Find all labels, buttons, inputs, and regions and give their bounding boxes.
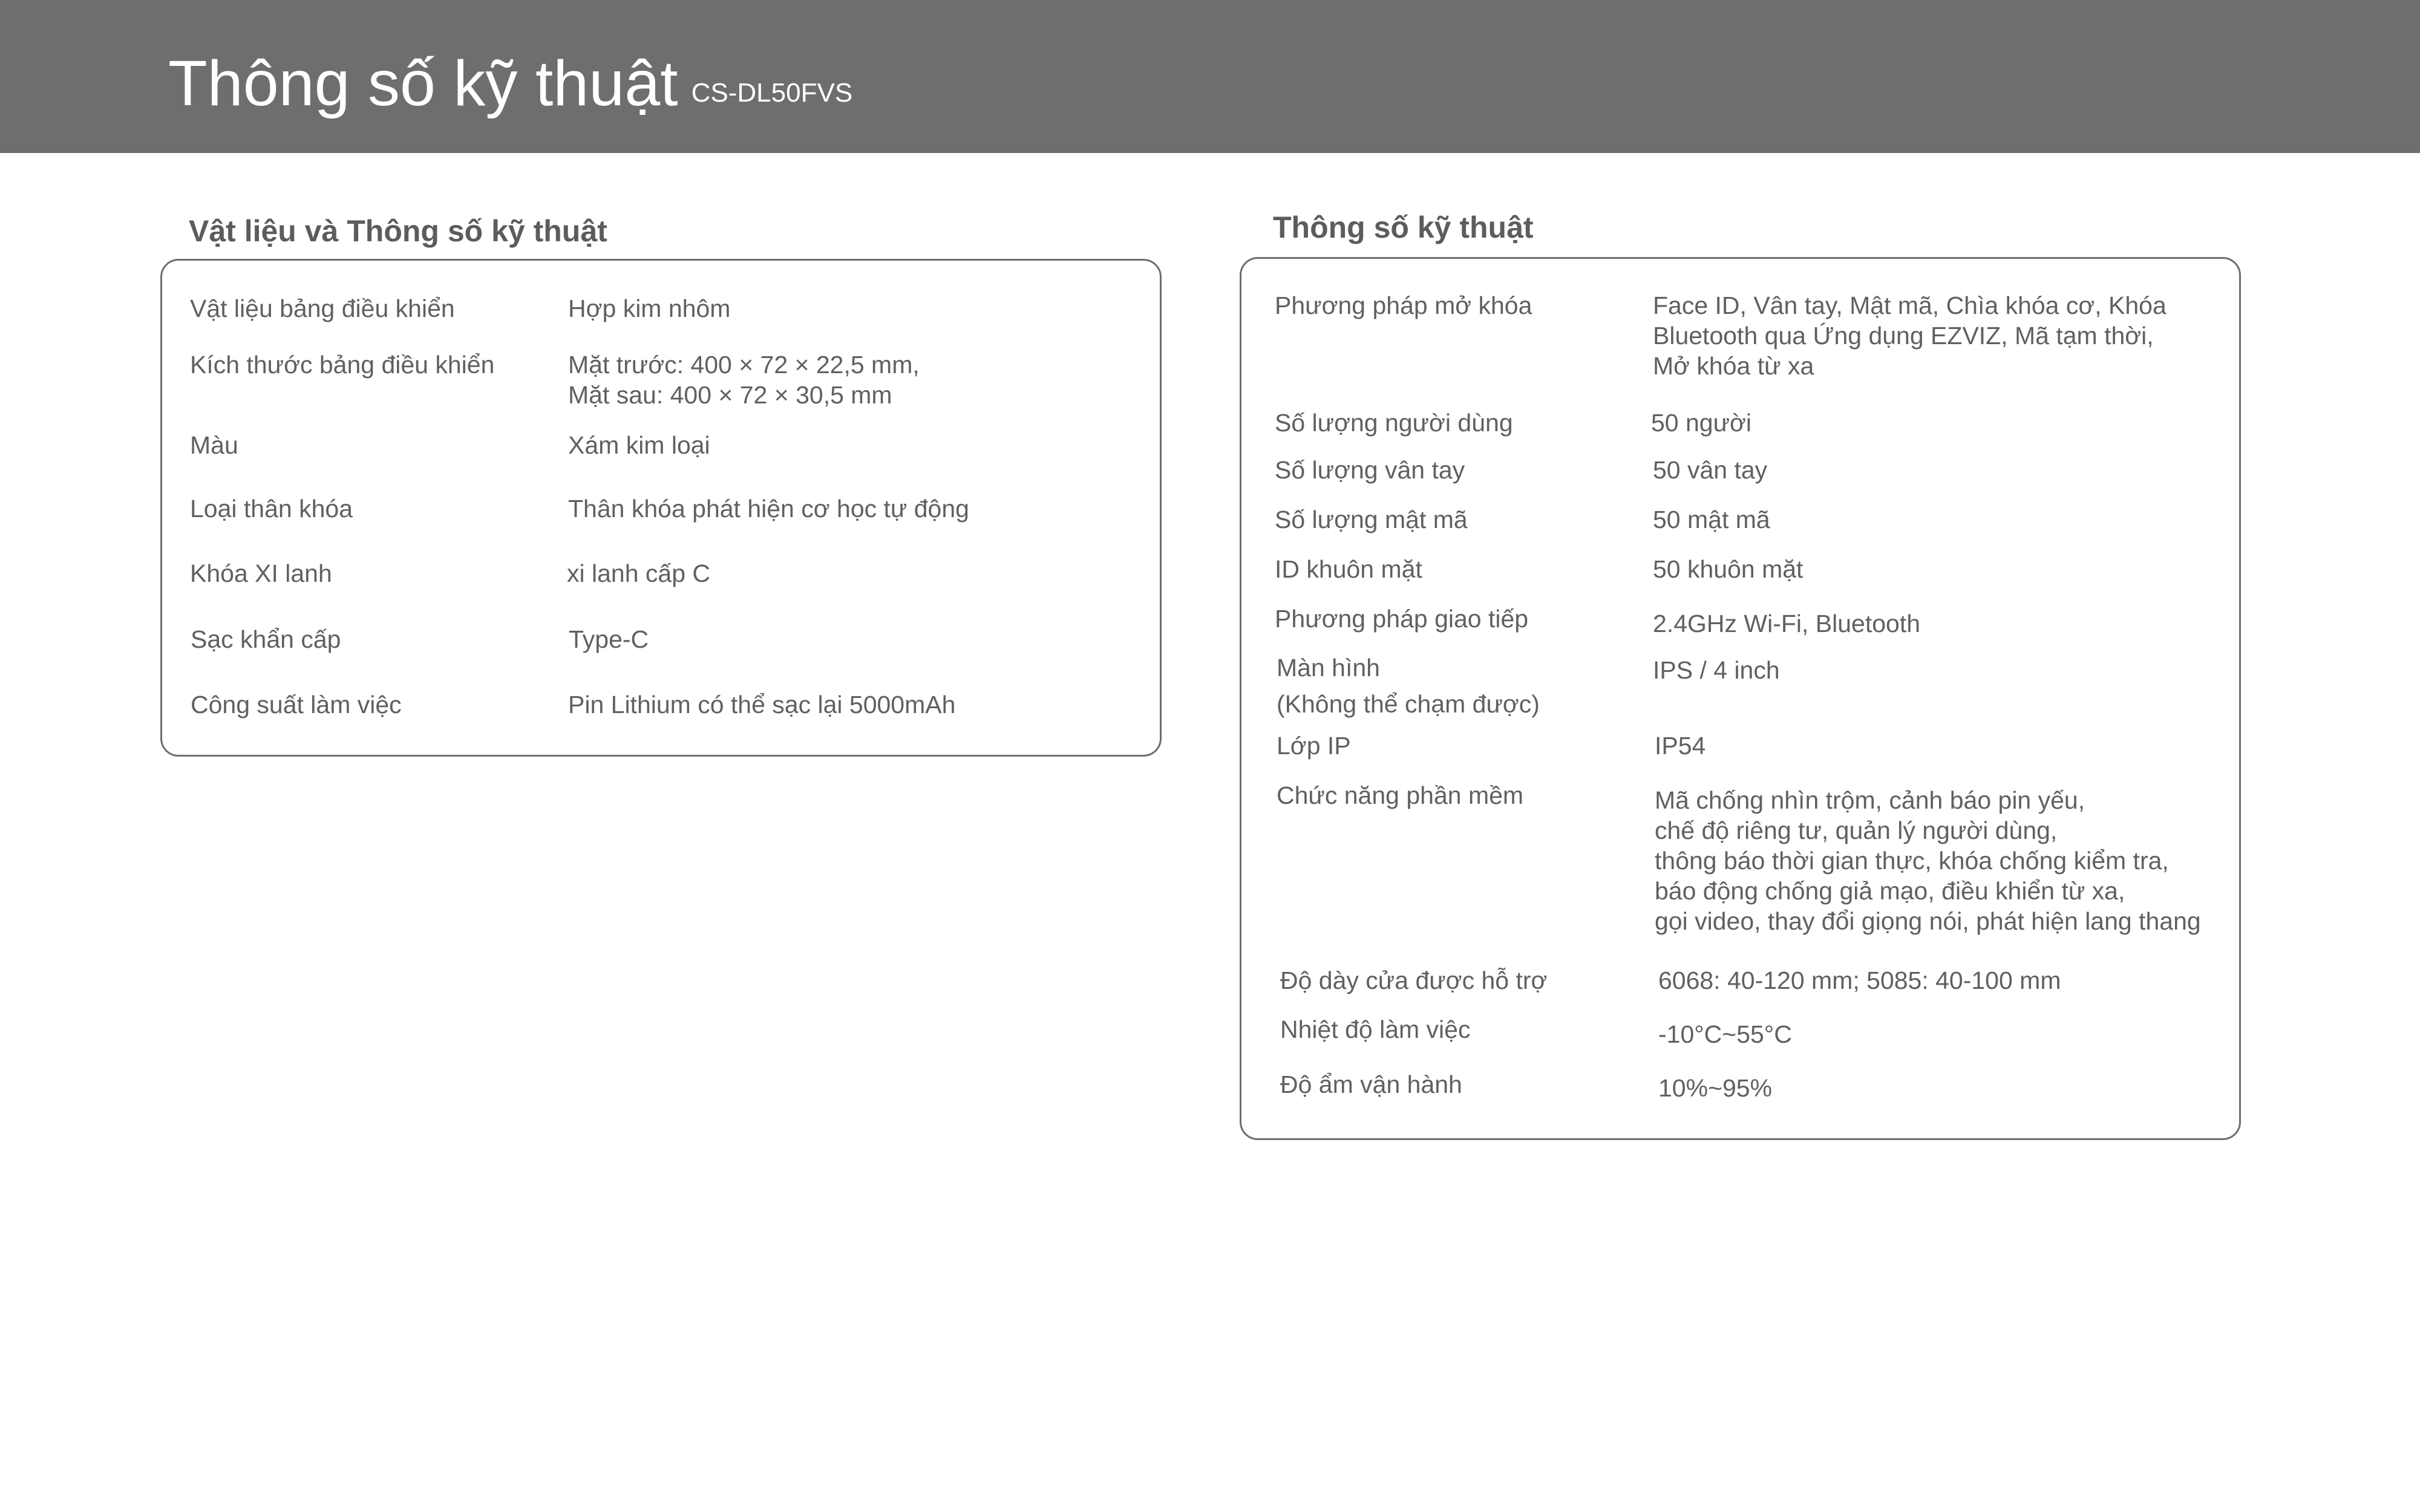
page-title-text: Thông số kỹ thuật	[168, 48, 678, 119]
spec-label: Màn hình (Không thể chạm được)	[1277, 654, 1540, 718]
spec-value: Thân khóa phát hiện cơ học tự động	[568, 495, 969, 523]
spec-value: 6068: 40-120 mm; 5085: 40-100 mm	[1658, 966, 2061, 994]
spec-value: IP54	[1655, 732, 1706, 760]
spec-label: Phương pháp mở khóa	[1275, 292, 1532, 319]
spec-value: Xám kim loại	[568, 431, 710, 459]
spec-label: Độ ẩm vận hành	[1280, 1070, 1462, 1098]
spec-value: IPS / 4 inch	[1653, 656, 1780, 684]
right-section-title: Thông số kỹ thuật	[1273, 210, 1534, 244]
spec-value: Mã chống nhìn trộm, cảnh báo pin yếu, chế độ riêng tư, quản lý người dùng, thông báo thời gian thực, khóa chống kiểm tra, báo động chống giả mạo, điều khiển từ xa, gọi video, thay đổi giọng nói, phát hiện lang thang	[1655, 786, 2201, 935]
spec-label: Kích thước bảng điều khiển	[190, 351, 495, 379]
spec-label: Số lượng mật mã	[1275, 506, 1468, 533]
spec-label: Khóa XI lanh	[190, 559, 332, 587]
spec-value: Type-C	[569, 625, 649, 653]
spec-label: Số lượng vân tay	[1275, 456, 1465, 484]
spec-label: ID khuôn mặt	[1275, 555, 1422, 583]
spec-value: Hợp kim nhôm	[568, 295, 731, 322]
technical-spec-panel	[1240, 257, 2241, 1140]
spec-label: Lớp IP	[1277, 732, 1351, 760]
page-title	[168, 41, 852, 126]
spec-value: Mặt trước: 400 × 72 × 22,5 mm, Mặt sau: 400 × 72 × 30,5 mm	[568, 351, 920, 409]
spec-value: 50 mật mã	[1653, 506, 1770, 533]
spec-value: 10%~95%	[1658, 1074, 1773, 1102]
spec-label: Loại thân khóa	[190, 495, 353, 523]
spec-value: Pin Lithium có thể sạc lại 5000mAh	[568, 691, 956, 719]
spec-value: 50 khuôn mặt	[1653, 555, 1804, 583]
spec-value: -10°C~55°C	[1658, 1020, 1792, 1048]
model-number: CS-DL50FVS	[691, 78, 853, 108]
spec-label: Số lượng người dùng	[1275, 409, 1513, 437]
spec-label: Vật liệu bảng điều khiển	[190, 295, 455, 322]
spec-label: Chức năng phần mềm	[1277, 781, 1524, 809]
spec-label: Độ dày cửa được hỗ trợ	[1280, 966, 1548, 994]
spec-value: Face ID, Vân tay, Mật mã, Chìa khóa cơ, Khóa Bluetooth qua Ứng dụng EZVIZ, Mã tạm thời, Mở khóa từ xa	[1653, 292, 2167, 380]
spec-label: Sạc khẩn cấp	[191, 625, 341, 653]
spec-value: 50 vân tay	[1653, 456, 1768, 484]
spec-value: 2.4GHz Wi-Fi, Bluetooth	[1653, 610, 1921, 637]
spec-label: Nhiệt độ làm việc	[1280, 1015, 1471, 1043]
left-section-title: Vật liệu và Thông số kỹ thuật	[189, 214, 607, 248]
spec-value: xi lanh cấp C	[567, 559, 711, 587]
spec-label: Phương pháp giao tiếp	[1275, 605, 1529, 633]
materials-spec-panel	[160, 259, 1162, 757]
spec-value: 50 người	[1651, 409, 1752, 437]
spec-label: Công suất làm việc	[191, 691, 402, 719]
spec-label: Màu	[190, 431, 238, 459]
